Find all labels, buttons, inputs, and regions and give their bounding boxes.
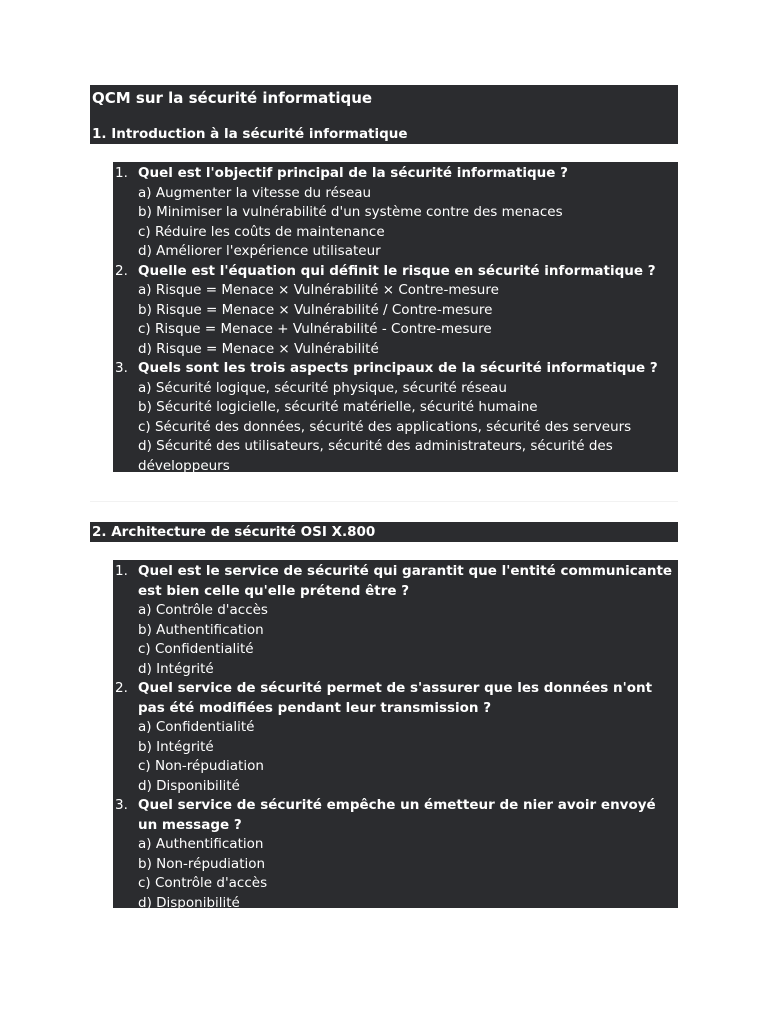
answer-option: c) Réduire les coûts de maintenance <box>138 223 385 240</box>
question-number: 2. <box>115 262 128 279</box>
answer-option: a) Sécurité logique, sécurité physique, sécurité réseau <box>138 379 507 396</box>
question-item <box>113 796 678 913</box>
question-item <box>113 359 678 476</box>
question-number: 2. <box>115 680 128 696</box>
answer-option: a) Augmenter la vitesse du réseau <box>138 184 372 201</box>
question-item <box>113 262 678 360</box>
answer-option: d) Disponibilité <box>138 894 240 911</box>
answer-option: d) Disponibilité <box>138 777 240 794</box>
question-text: Quel est le service de sécurité qui garantit que l'entité communicante est bien celle qu'elle prétend être ? <box>138 563 673 599</box>
section-heading-block-2 <box>90 522 678 542</box>
answer-option: d) Risque = Menace × Vulnérabilité <box>138 340 379 357</box>
question-text: Quel service de sécurité permet de s'assurer que les données n'ont pas été modifiées pendant leur transmission ? <box>138 680 653 716</box>
answer-option: c) Non-répudiation <box>138 758 264 774</box>
question-number: 3. <box>115 797 128 813</box>
answer-option: c) Sécurité des données, sécurité des applications, sécurité des serveurs <box>138 418 632 435</box>
question-number: 1. <box>115 563 128 579</box>
question-text: Quel est l'objectif principal de la sécurité informatique ? <box>138 165 568 181</box>
question-number: 3. <box>115 360 128 376</box>
answer-option: a) Contrôle d'accès <box>138 602 268 618</box>
answer-option: a) Authentification <box>138 836 264 852</box>
document-title: QCM sur la sécurité informatique <box>92 89 373 107</box>
question-item <box>113 562 678 679</box>
answer-option: b) Sécurité logicielle, sécurité matérielle, sécurité humaine <box>138 399 538 415</box>
answer-option: c) Confidentialité <box>138 641 254 657</box>
answer-option: a) Confidentialité <box>138 719 255 735</box>
answer-option: d) Intégrité <box>138 660 214 677</box>
answer-option: b) Authentification <box>138 621 264 638</box>
answer-option: d) Sécurité des utilisateurs, sécurité des administrateurs, sécurité des développeurs <box>138 438 613 474</box>
answer-option: b) Intégrité <box>138 738 214 755</box>
answer-option: b) Non-répudiation <box>138 855 266 872</box>
question-item <box>113 679 678 796</box>
answer-option: b) Minimiser la vulnérabilité d'un système contre des menaces <box>138 204 563 220</box>
answer-option: c) Contrôle d'accès <box>138 875 268 891</box>
question-text: Quel service de sécurité empêche un émetteur de nier avoir envoyé un message ? <box>138 797 656 833</box>
title-block <box>90 85 678 144</box>
question-list-section-2 <box>113 560 678 911</box>
section-divider <box>90 501 678 502</box>
answer-option: c) Risque = Menace + Vulnérabilité - Contre-mesure <box>138 321 492 337</box>
section-heading-2: 2. Architecture de sécurité OSI X.800 <box>92 524 376 540</box>
answer-option: a) Risque = Menace × Vulnérabilité × Contre-mesure <box>138 282 499 298</box>
answer-option: b) Risque = Menace × Vulnérabilité / Contre-mesure <box>138 301 493 318</box>
question-list-section-1 <box>113 162 678 472</box>
question-item <box>113 164 678 262</box>
question-number: 1. <box>115 165 128 181</box>
section-heading-1: 1. Introduction à la sécurité informatique <box>92 126 408 142</box>
question-text: Quels sont les trois aspects principaux de la sécurité informatique ? <box>138 360 658 376</box>
question-text: Quelle est l'équation qui définit le risque en sécurité informatique ? <box>138 262 656 279</box>
answer-option: d) Améliorer l'expérience utilisateur <box>138 243 381 259</box>
